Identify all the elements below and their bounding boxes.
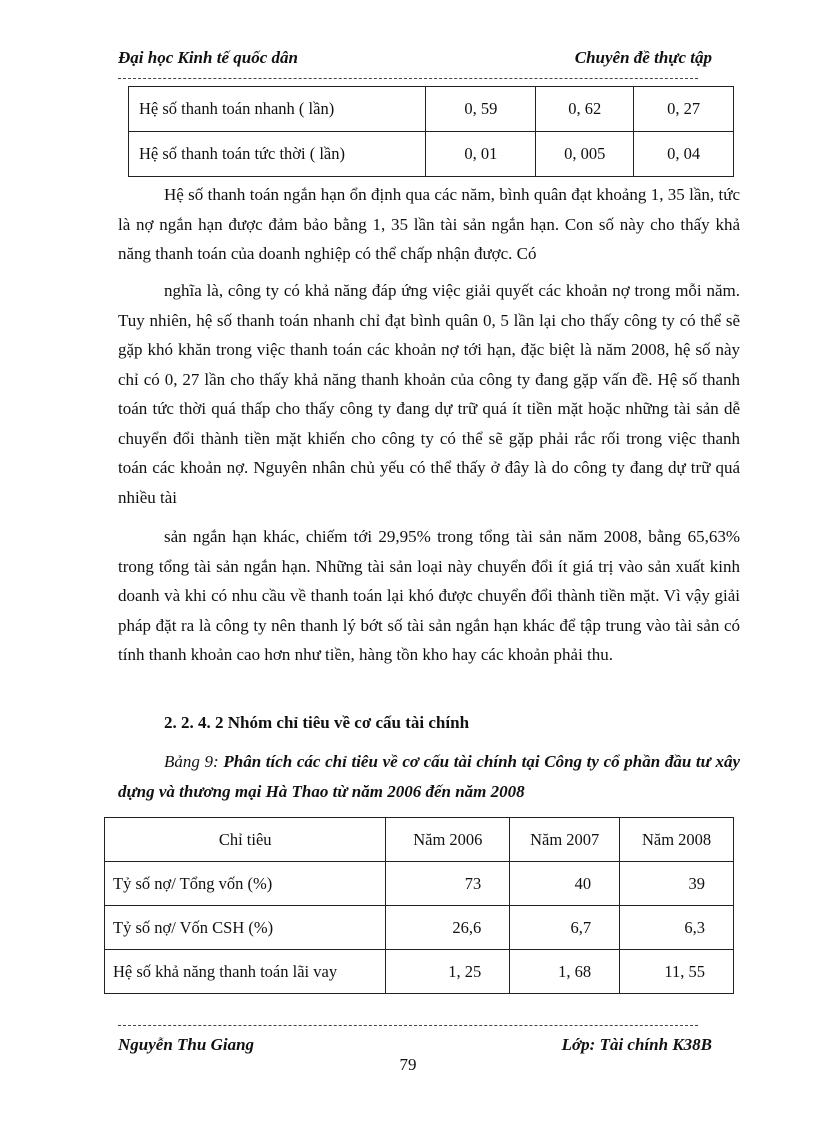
table-caption	[118, 747, 740, 807]
cell-2006: 0, 59	[426, 87, 536, 132]
caption-text: Phân tích các chỉ tiêu về cơ cấu tài chính tại Công ty cổ phần đầu tư xây dựng và thương mại Hà Thao từ năm 2006 đến năm 2008	[118, 752, 741, 801]
cell-2008: 0, 27	[634, 87, 734, 132]
table-header-row	[105, 818, 734, 862]
row-label: Hệ số khả năng thanh toán lãi vay	[105, 950, 386, 994]
column-header: Chỉ tiêu	[105, 818, 386, 862]
table-row	[129, 87, 734, 132]
paragraph-text: Hệ số thanh toán ngắn hạn ổn định qua các năm, bình quân đạt khoảng 1, 35 lần, tức là nợ ngắn hạn được đảm bảo bằng 1, 35 lần tài sản ngắn hạn. Con số này cho thấy khả năng thanh toán của doanh nghiệp có thể chấp nhận được. Có	[118, 185, 740, 263]
page-footer	[118, 1035, 712, 1057]
header-university: Đại học Kinh tế quốc dân	[118, 48, 298, 67]
caption-lead: Bảng 9:	[164, 752, 219, 771]
cell-2006: 1, 25	[386, 950, 510, 994]
cell-2007: 6,7	[510, 906, 620, 950]
row-label: Tỷ số nợ/ Tổng vốn (%)	[105, 862, 386, 906]
cell-2007: 0, 62	[536, 87, 634, 132]
header-divider	[118, 78, 698, 79]
cell-2008: 0, 04	[634, 132, 734, 177]
footer-author: Nguyễn Thu Giang	[118, 1035, 255, 1054]
cell-2008: 6,3	[620, 906, 734, 950]
cell-2007: 1, 68	[510, 950, 620, 994]
body-paragraph-1	[118, 180, 740, 269]
header-doc-type: Chuyên đề thực tập	[574, 48, 712, 67]
table-row	[105, 906, 734, 950]
row-label: Hệ số thanh toán tức thời ( lần)	[129, 132, 426, 177]
column-header: Năm 2008	[620, 818, 734, 862]
table-row	[105, 862, 734, 906]
page-header	[118, 48, 712, 70]
row-label: Tỷ số nợ/ Vốn CSH (%)	[105, 906, 386, 950]
row-label: Hệ số thanh toán nhanh ( lần)	[129, 87, 426, 132]
liquidity-table	[128, 86, 734, 177]
cell-2006: 26,6	[386, 906, 510, 950]
footer-divider	[118, 1025, 698, 1026]
cell-2006: 0, 01	[426, 132, 536, 177]
body-paragraph-3	[118, 522, 740, 670]
paragraph-text: sản ngắn hạn khác, chiếm tới 29,95% trong tổng tài sản năm 2008, bằng 65,63% trong tổng tài sản ngắn hạn. Những tài sản loại này chuyển đổi ít giá trị vào sản xuất kinh doanh và khi có nhu cầu về thanh toán lại khó được chuyển đổi thành tiền mặt. Vì vậy giải pháp đặt ra là công ty nên thanh lý bớt số tài sản ngắn hạn khác để tập trung vào tài sản có tính thanh khoản cao hơn như tiền, hàng tồn kho hay các khoản phải thu.	[118, 527, 740, 664]
table-row	[105, 950, 734, 994]
section-heading: 2. 2. 4. 2 Nhóm chỉ tiêu về cơ cấu tài chính	[164, 713, 470, 732]
cell-2008: 11, 55	[620, 950, 734, 994]
cell-2006: 73	[386, 862, 510, 906]
capital-structure-table	[104, 817, 734, 994]
page-number: 79	[399, 1055, 417, 1074]
body-paragraph-2	[118, 276, 740, 512]
footer-class: Lớp: Tài chính K38B	[561, 1035, 712, 1054]
cell-2007: 40	[510, 862, 620, 906]
column-header: Năm 2007	[510, 818, 620, 862]
paragraph-text: nghĩa là, công ty có khả năng đáp ứng việc giải quyết các khoản nợ trong mỗi năm. Tuy nhiên, hệ số thanh toán nhanh chỉ đạt bình quân 0, 5 lần lại cho thấy công ty có thể sẽ gặp khó khăn trong việc thanh toán các khoản nợ tới hạn, đặc biệt là năm 2008, hệ số này chỉ có 0, 27 lần cho thấy khả năng thanh khoản của công ty đang gặp vấn đề. Hệ số thanh toán tức thời quá thấp cho thấy công ty đang dự trữ quá ít tiền mặt hoặc những tài sản dễ chuyển đổi thành tiền mặt khiến cho công ty có thể sẽ gặp phải rắc rối trong việc thanh toán các khoản nợ. Nguyên nhân chủ yếu có thể thấy ở đây là do công ty đang dự trữ quá nhiều tài	[118, 281, 740, 507]
column-header: Năm 2006	[386, 818, 510, 862]
cell-2007: 0, 005	[536, 132, 634, 177]
table-row	[129, 132, 734, 177]
cell-2008: 39	[620, 862, 734, 906]
